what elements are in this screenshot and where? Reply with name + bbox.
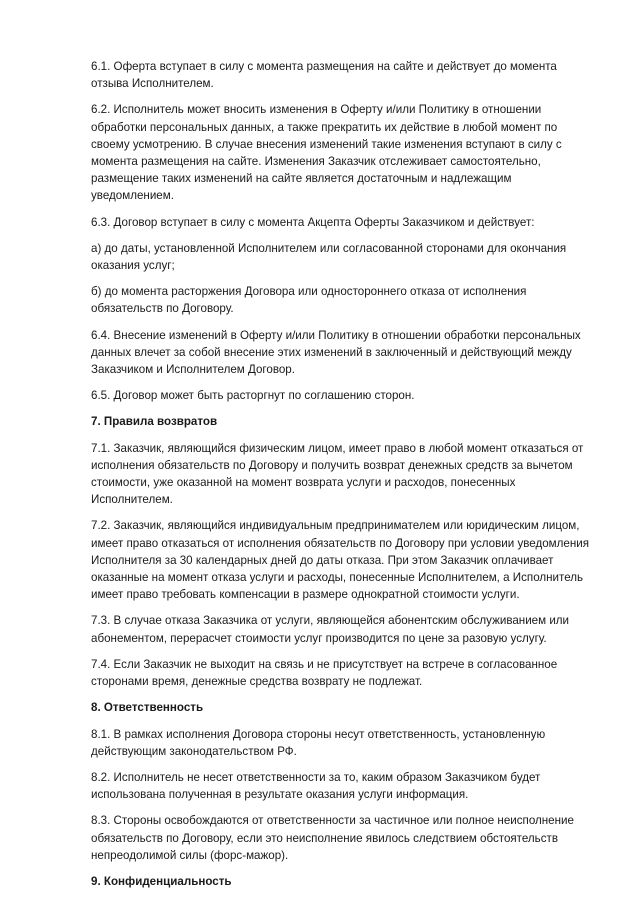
clause-6-3-b: б) до момента расторжения Договора или одностороннего отказа от исполнения обязательств по Договору. (91, 285, 527, 316)
clause-8-2: 8.2. Исполнитель не несет ответственности за то, каким образом Заказчиком будет использована полученная в результате оказания услуги информация. (91, 770, 541, 802)
clause-7-3: 7.3. В случае отказа Заказчика от услуги, являющейся абонентским обслуживанием или абонементом, перерасчет стоимости услуг производится по цене за разовую услугу. (91, 614, 570, 645)
clause-8-3: 8.3. Стороны освобождаются от ответственности за частичное или полное неисполнение обязательств по Договору, если это неисполнение явилось следствием обстоятельств непреодолимой силы (форс-мажор). (91, 814, 574, 862)
section-heading-8: 8. Ответственность (91, 701, 204, 715)
clause-7-4: 7.4. Если Заказчик не выходит на связь и не присутствует на встрече в согласованное сторонами время, денежные средства возврату не подлежат. (91, 657, 558, 689)
clause-6-3: 6.3. Договор вступает в силу с момента Акцепта Оферты Заказчиком и действует: (91, 215, 535, 229)
section-heading-7: 7. Правила возвратов (91, 415, 218, 429)
clause-8-1: 8.1. В рамках исполнения Договора стороны несут ответственность, установленную действующим законодательством РФ. (91, 727, 546, 758)
clause-7-1: 7.1. Заказчик, являющийся физическим лицом, имеет право в любой момент отказаться от исполнения обязательств по Договору и получить возврат денежных средств за вычетом стоимости, уже оказанной на момент возврата услуги и расходов, понесенных Исполнителем. (91, 441, 584, 507)
clause-6-1: 6.1. Оферта вступает в силу с момента размещения на сайте и действует до момента отзыва Исполнителем. (91, 60, 557, 91)
clause-6-2: 6.2. Исполнитель может вносить изменения в Оферту и/или Политику в отношении обработки персональных данных, а также прекратить их действие в любой момент по своему усмотрению. В случае внесения изменений такие изменения вступают в силу с момента размещения на сайте. Изменения Заказчик отслеживает самостоятельно, размещение таких изменений на сайте является достаточным и надлежащим уведомлением. (91, 103, 562, 203)
clause-6-5: 6.5. Договор может быть расторгнут по соглашению сторон. (91, 389, 415, 403)
section-heading-9: 9. Конфиденциальность (91, 874, 232, 888)
clause-6-3-a: а) до даты, установленной Исполнителем или согласованной сторонами для окончания оказания услуг; (91, 241, 567, 273)
clause-7-2: 7.2. Заказчик, являющийся индивидуальным предпринимателем или юридическим лицом, имеет право отказаться от исполнения обязательств по Договору при условии уведомления Исполнителя за 30 календарных дней до даты отказа. При этом Заказчик оплачивает оказанные на момент отказа услуги и расходы, понесенные Исполнителем, а Исполнитель имеет право требовать компенсации в размере однократной стоимости услуги. (91, 519, 590, 602)
clause-6-4: 6.4. Внесение изменений в Оферту и/или Политику в отношении обработки персональных данных влечет за собой внесение этих изменений в заключенный и действующий между Заказчиком и Исполнителем Договор. (91, 328, 581, 377)
